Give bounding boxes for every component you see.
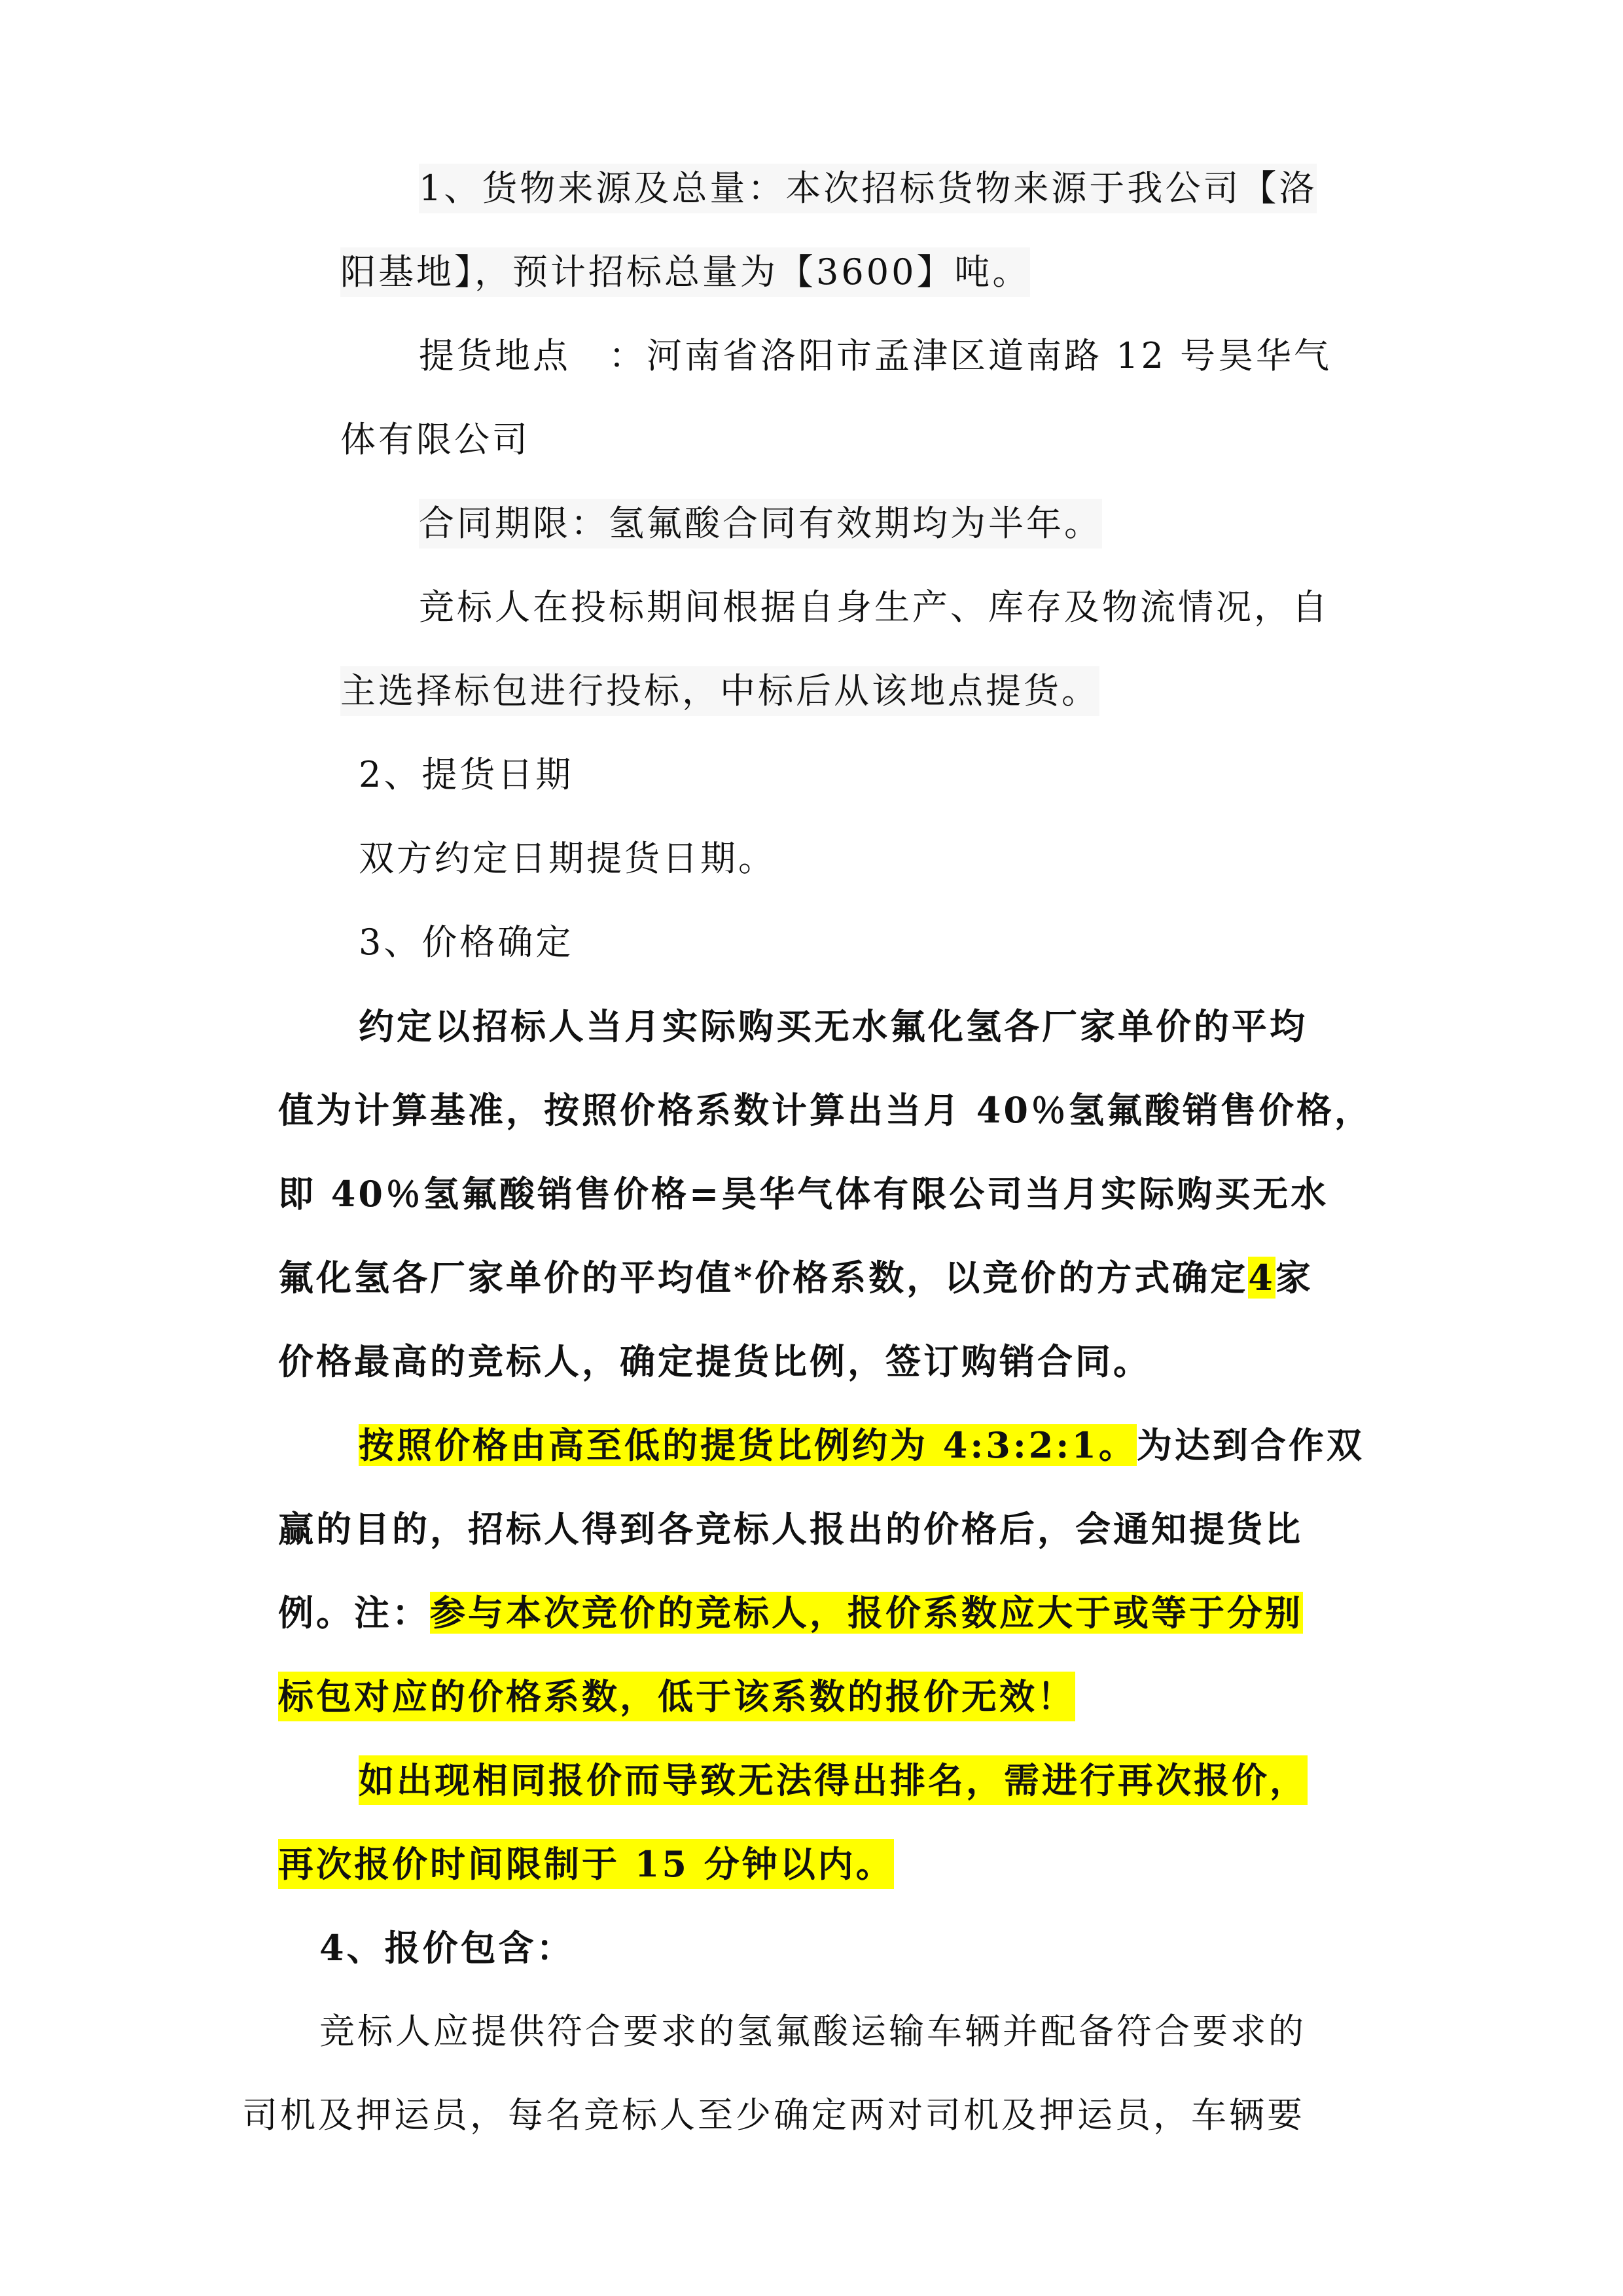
- sec4-line-1: 竞标人应提供符合要求的氢氟酸运输车辆并配备符合要求的: [319, 2011, 1306, 2052]
- sec3-line-2: 值为计算基准，按照价格系数计算出当月 40％氢氟酸销售价格，: [278, 1089, 1372, 1131]
- sec1-line-3: 提货地点 ：河南省洛阳市孟津区道南路 12 号昊华气: [419, 335, 1332, 376]
- sec3-line-1: 约定以招标人当月实际购买无水氟化氢各厂家单价的平均: [359, 1005, 1308, 1047]
- sec1-line-7: 主选择标包进行投标，中标后从该地点提货。: [340, 666, 1099, 716]
- sec1-line-5: 合同期限：氢氟酸合同有效期均为半年。: [419, 499, 1102, 548]
- sec1-line-2: 阳基地】，预计招标总量为【3600】吨。: [340, 247, 1030, 297]
- sec3-line-11: 再次报价时间限制于 15 分钟以内。: [278, 1839, 894, 1889]
- note-label: 例。注：: [278, 1592, 430, 1634]
- sec1-line-1: 1、货物来源及总量：本次招标货物来源于我公司【洛: [419, 164, 1317, 213]
- sec1-line-4: 体有限公司: [340, 419, 530, 460]
- sec3-line-10: 如出现相同报价而导致无法得出排名，需进行再次报价，: [359, 1755, 1308, 1805]
- sec3-line-8: [278, 1588, 1303, 1638]
- sec3-line-4-text-a: 氟化氢各厂家单价的平均值*价格系数，以竞价的方式确定: [278, 1257, 1249, 1299]
- sec3-line-6-text-b: 为达到合作双: [1136, 1424, 1364, 1466]
- sec3-line-6: [359, 1420, 1364, 1470]
- sec1-line-6: 竞标人在投标期间根据自身生产、库存及物流情况，自: [419, 586, 1330, 628]
- sec3-line-5: 价格最高的竞标人，确定提货比例，签订购销合同。: [278, 1340, 1151, 1382]
- ratio-highlight: 按照价格由高至低的提货比例约为 4:3:2:1。: [359, 1424, 1137, 1466]
- sec4-heading: 4、报价包含：: [319, 1927, 575, 1969]
- sec3-line-4-text-c: 家: [1275, 1257, 1313, 1299]
- sec4-line-2: 司机及押运员，每名竞标人至少确定两对司机及押运员，车辆要: [242, 2094, 1305, 2136]
- sec3-line-9: 标包对应的价格系数，低于该系数的报价无效！: [278, 1672, 1075, 1721]
- sec3-line-7: 赢的目的，招标人得到各竞标人报出的价格后，会通知提货比: [278, 1508, 1303, 1550]
- sec2-heading: 2、提货日期: [359, 754, 574, 795]
- sec3-line-3: 即 40％氢氟酸销售价格=昊华气体有限公司当月实际购买无水: [278, 1173, 1329, 1215]
- sec2-line-1: 双方约定日期提货日期。: [359, 838, 776, 879]
- highlighted-number: 4: [1248, 1257, 1275, 1299]
- sec3-heading: 3、价格确定: [359, 922, 574, 963]
- sec3-line-4: [278, 1253, 1313, 1302]
- note-highlight: 参与本次竞价的竞标人，报价系数应大于或等于分别: [430, 1592, 1303, 1634]
